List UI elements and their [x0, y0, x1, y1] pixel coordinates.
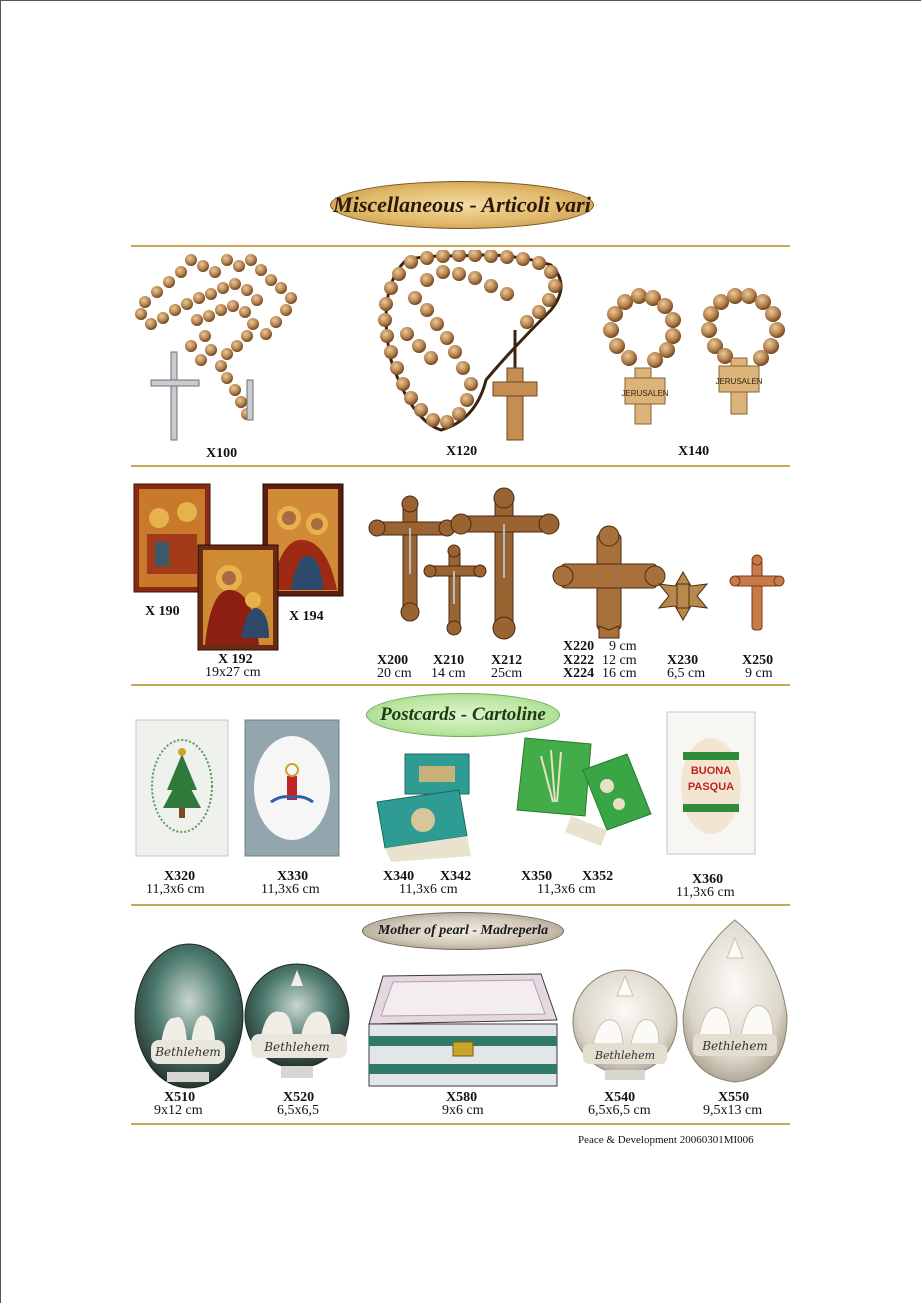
footer-reference: Peace & Development 20060301MI006: [578, 1134, 754, 1146]
product-code-x520: X520: [283, 1090, 315, 1105]
rosary-x140-image: [603, 288, 785, 424]
product-code-x250: X250: [742, 653, 774, 668]
product-size-x510: 9x12 cm: [154, 1103, 203, 1118]
product-code-x190: X 190: [145, 604, 180, 619]
banner-text: Miscellaneous - Articoli vari: [333, 192, 591, 217]
mother-of-pearl-illustration: [131, 916, 791, 1090]
product-size-x550: 9,5x13 cm: [703, 1103, 763, 1118]
section-banner-miscellaneous: [330, 181, 594, 229]
product-size-x200: 20 cm: [377, 666, 412, 681]
product-code-x350: X350: [521, 869, 553, 884]
product-code-x342: X342: [440, 869, 472, 884]
product-code-x210: X210: [433, 653, 465, 668]
product-size-x340: 11,3x6 cm: [399, 882, 458, 897]
product-size-x210: 14 cm: [431, 666, 466, 681]
product-code-x100: X100: [206, 446, 238, 461]
product-code-x222: X222: [563, 653, 595, 668]
plaque-text: Bethlehem: [264, 1040, 330, 1054]
product-size-x320: 11,3x6 cm: [146, 882, 205, 897]
plaque-text: Bethlehem: [155, 1045, 221, 1059]
rosary-x100-image: [135, 254, 297, 440]
product-code-x360: X360: [692, 872, 724, 887]
rosaries-illustration: [131, 250, 791, 445]
icon-x192-image: [198, 545, 278, 650]
postcard-x330-image: [245, 720, 339, 856]
divider: [131, 465, 790, 467]
product-size-x250: 9 cm: [745, 666, 773, 681]
divider: [131, 245, 790, 247]
product-code-x230: X230: [667, 653, 699, 668]
product-code-x192: X 192: [218, 652, 253, 667]
product-code-x120: X120: [446, 444, 478, 459]
plaque-text: Bethlehem: [594, 1049, 656, 1062]
pearl-x580-box-image: [369, 974, 557, 1086]
pearl-x540-image: [573, 970, 677, 1080]
product-code-x194: X 194: [289, 609, 324, 624]
banner-text: Mother of pearl - Madreperla: [377, 923, 549, 938]
pearl-x520-image: [245, 964, 349, 1078]
icons-crosses-illustration: [131, 478, 791, 653]
card-greeting-line2: PASQUA: [687, 781, 735, 793]
product-code-x224: X224: [563, 666, 595, 681]
postcard-x320-image: [136, 720, 228, 856]
plaque-text: Bethlehem: [702, 1039, 768, 1053]
cross-inscription: JERUSALEN: [621, 389, 669, 398]
product-size-x520: 6,5x6,5: [277, 1103, 319, 1118]
product-size-x580: 9x6 cm: [442, 1103, 484, 1118]
product-code-x340: X340: [383, 869, 415, 884]
product-code-x352: X352: [582, 869, 614, 884]
product-size-x224: 16 cm: [602, 666, 637, 681]
card-greeting-line1: BUONA: [690, 765, 732, 777]
cross-x220-image: [553, 526, 665, 638]
banner-text: Postcards - Cartoline: [380, 704, 546, 725]
divider: [131, 904, 790, 906]
divider: [131, 684, 790, 686]
product-size-x212: 25cm: [491, 666, 523, 681]
product-code-x140: X140: [678, 444, 710, 459]
postcard-x360-image: [667, 712, 755, 854]
product-code-x220: X220: [563, 639, 595, 654]
product-code-x330: X330: [277, 869, 309, 884]
product-size-x230: 6,5 cm: [667, 666, 706, 681]
product-size-x220: 9 cm: [609, 639, 637, 654]
product-code-x580: X580: [446, 1090, 478, 1105]
rosary-x120-image: [378, 250, 562, 440]
cross-inscription: JERUSALEN: [715, 377, 763, 386]
pearl-x510-image: [135, 944, 243, 1088]
postcards-illustration: [131, 706, 791, 866]
product-size-x222: 12 cm: [602, 653, 637, 668]
product-code-x320: X320: [164, 869, 196, 884]
divider: [131, 1123, 790, 1125]
postcard-x350-x352-image: [517, 738, 651, 846]
product-code-x212: X212: [491, 653, 523, 668]
postcard-x340-x342-image: [377, 754, 471, 862]
cross-x230-image: [659, 572, 707, 620]
product-size-x540: 6,5x6,5 cm: [588, 1103, 651, 1118]
product-code-x510: X510: [164, 1090, 196, 1105]
product-code-x550: X550: [718, 1090, 750, 1105]
cross-x200-image: [369, 496, 455, 621]
pearl-x550-image: [683, 920, 787, 1082]
cross-x250-image: [730, 555, 784, 630]
product-size-x330: 11,3x6 cm: [261, 882, 320, 897]
product-code-x540: X540: [604, 1090, 636, 1105]
product-size-x360: 11,3x6 cm: [676, 885, 735, 900]
product-code-x200: X200: [377, 653, 409, 668]
product-size-x192: 19x27 cm: [205, 665, 261, 680]
product-size-x350: 11,3x6 cm: [537, 882, 596, 897]
